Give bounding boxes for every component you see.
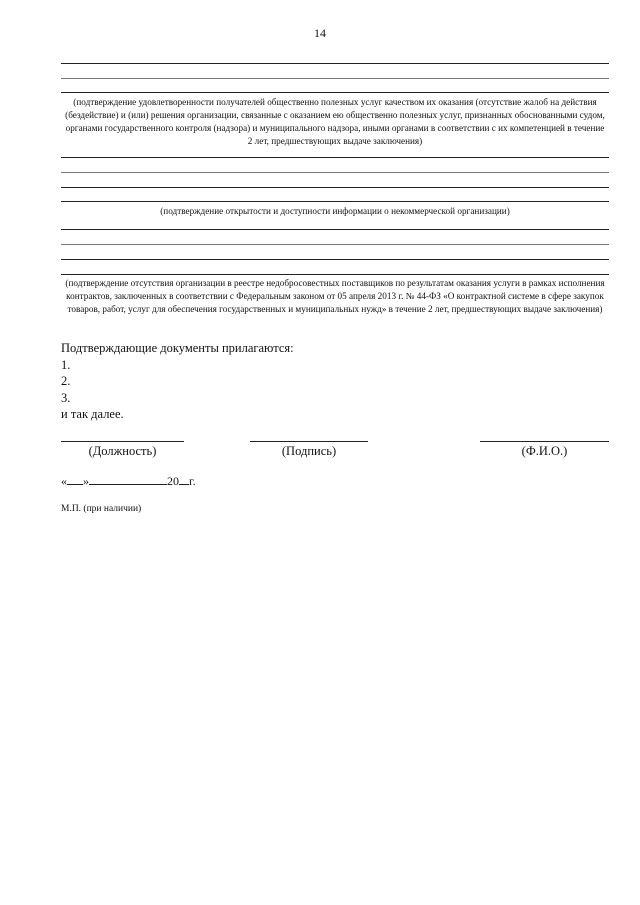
signature-line (250, 441, 368, 442)
fill-line (61, 78, 609, 79)
date-close-quote: » (83, 474, 89, 488)
fill-line (61, 172, 609, 173)
date-year-suffix: г. (189, 474, 196, 488)
caption-satisfaction: (подтверждение удовлетворенности получателей общественно полезных услуг качеством их оказания (отсутствие жалоб на действия (бездействие) и (или) решения организации, связанные с оказанием ею общественно полезных услуг, признанных обоснованными судом, органами государственного контроля (надзора) и муниципального надзора, иными органами в соответствии с их компетенцией в течение 2 лет, предшествующих выдаче заключения) (65, 97, 605, 146)
year-blank (179, 472, 189, 485)
page-number: 14 (314, 26, 326, 40)
stamp-note: М.П. (при наличии) (61, 504, 142, 514)
fill-line (61, 201, 609, 202)
documents-item: 2. (61, 374, 71, 388)
caption-registry: (подтверждение отсутствия организации в реестре недобросовестных поставщиков по результатам оказания услуги в рамках исполнения контрактов, заключенных в соответствии с Федеральным законом от 05 апреля 2013 г. № 44-ФЗ «О контрактной системе в сфере закупок товаров, работ, услуг для обеспечения государственных и муниципальных нужд» в течение 2 лет, предшествующих выдаче заключения) (65, 278, 605, 314)
fill-line (61, 157, 609, 158)
documents-etc: и так далее. (61, 407, 124, 421)
documents-item: 1. (61, 357, 71, 372)
day-blank (67, 472, 83, 485)
date-year-prefix: 20 (167, 474, 179, 488)
signature-label: (Подпись) (281, 444, 337, 458)
month-blank (89, 472, 167, 485)
fill-line (61, 244, 609, 245)
fill-line (61, 92, 609, 93)
fill-line (61, 229, 609, 230)
caption-openness: (подтверждение открытости и доступности информации о некоммерческой организации) (160, 206, 510, 216)
name-line (480, 441, 609, 442)
fill-line (61, 274, 609, 275)
position-line (61, 441, 184, 442)
documents-item: 3. (61, 390, 71, 405)
date-line (61, 472, 196, 489)
name-label: (Ф.И.О.) (521, 444, 568, 458)
fill-line (61, 259, 609, 260)
date-open-quote: « (61, 474, 67, 488)
documents-block (61, 340, 294, 423)
documents-heading: Подтверждающие документы прилагаются: (61, 341, 294, 355)
fill-line (61, 63, 609, 64)
position-label: (Должность) (88, 444, 157, 458)
fill-line (61, 187, 609, 188)
